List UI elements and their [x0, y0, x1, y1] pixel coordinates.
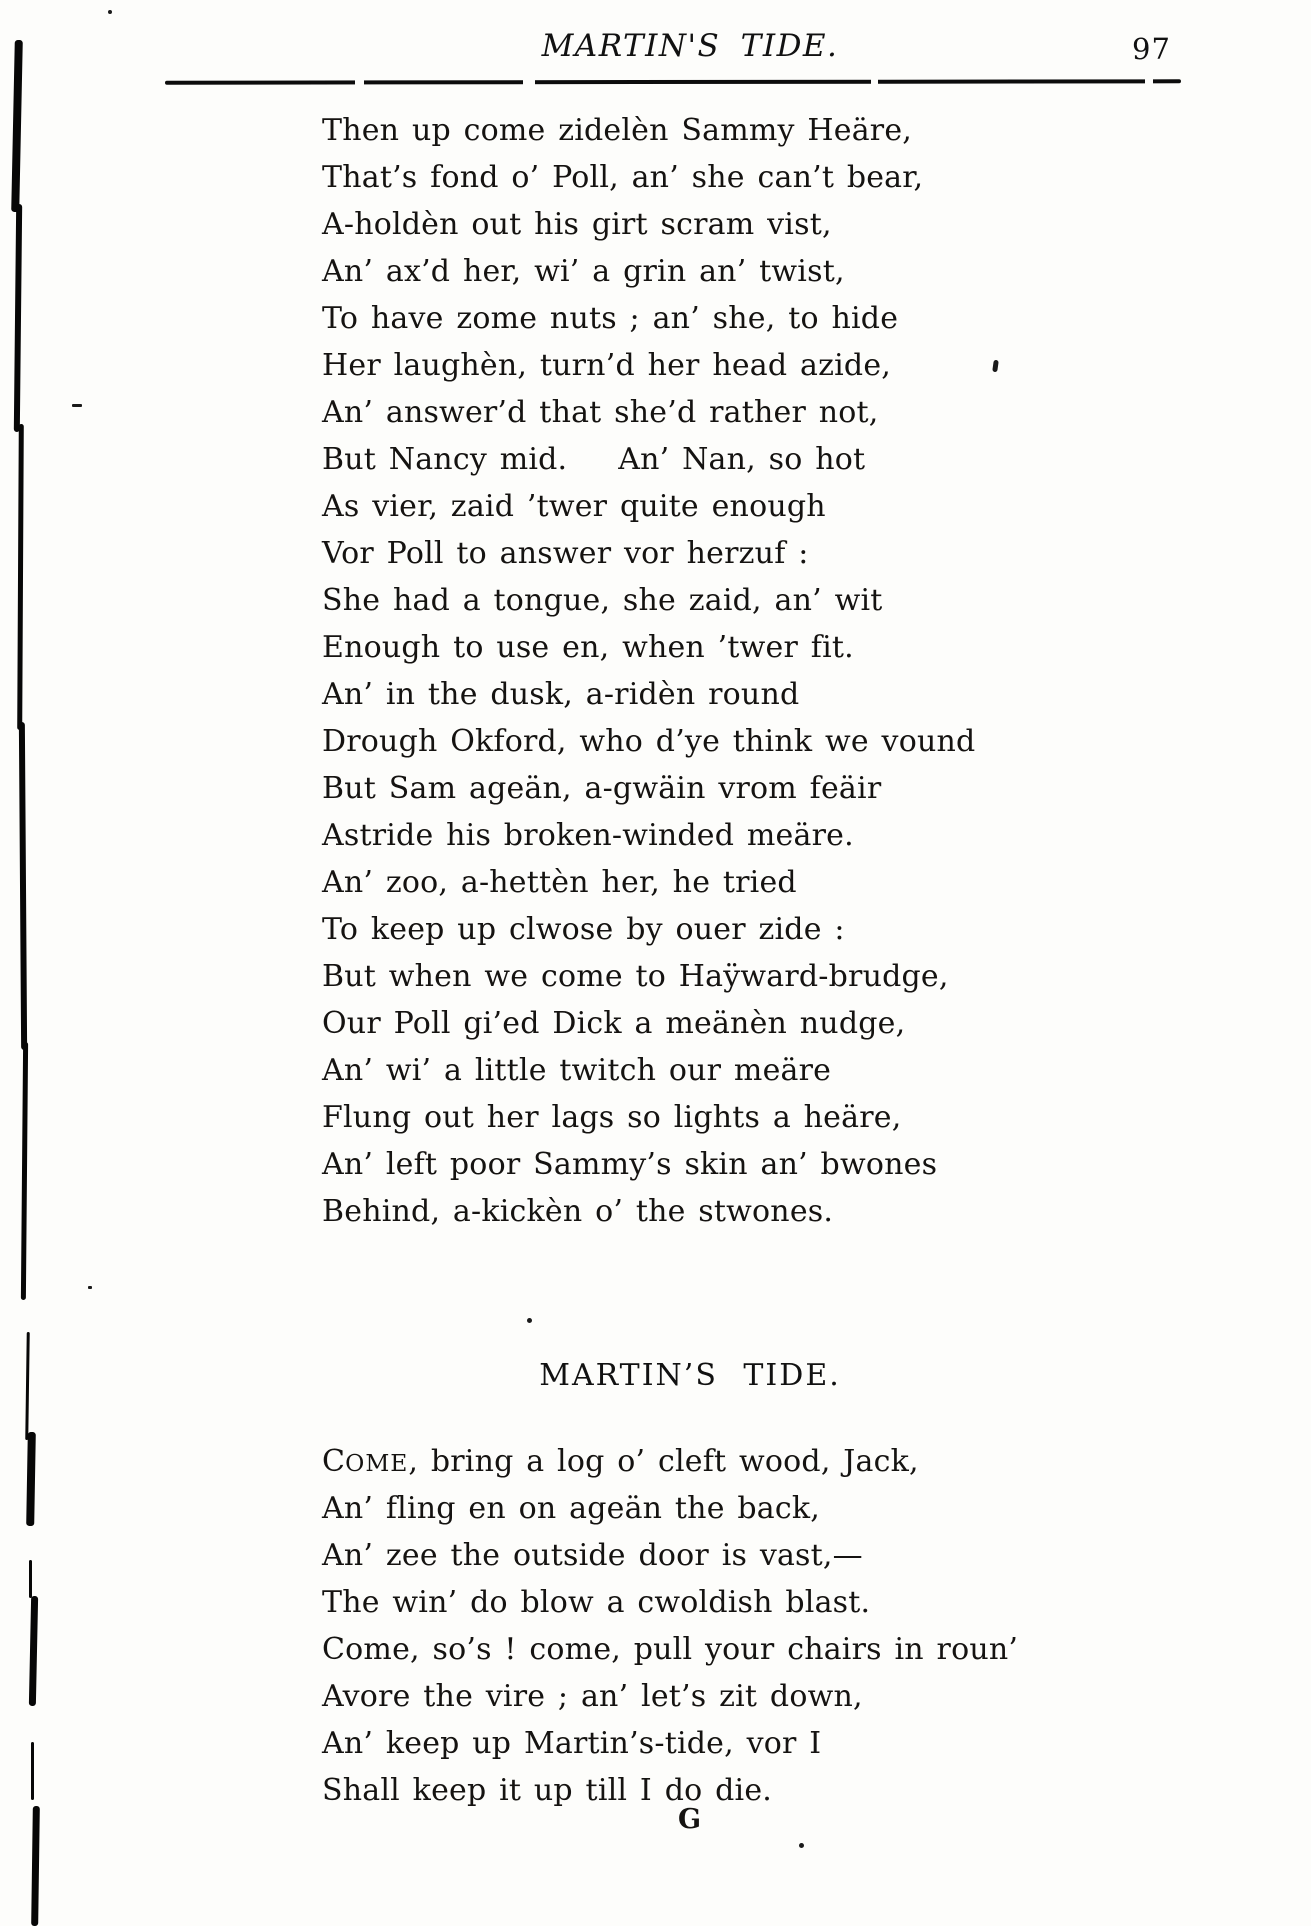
rule-break	[355, 79, 364, 85]
ink-speck	[992, 360, 999, 373]
ink-speck	[108, 10, 112, 14]
poem-line: A-holdèn out his girt scram vist,	[322, 207, 832, 242]
binding-edge-segment	[29, 1596, 38, 1706]
poem-line: Enough to use en, when ’twer fit.	[322, 630, 854, 665]
poem-line: Behind, a-kickèn o’ the stwones.	[322, 1194, 834, 1229]
poem-line: As vier, zaid ’twer quite enough	[322, 489, 826, 524]
running-header-title: MARTIN'S TIDE.	[541, 28, 839, 64]
poem-line: Shall keep it up till I do die.	[322, 1773, 773, 1808]
ink-speck	[88, 1286, 92, 1289]
poem-line: An’ left poor Sammy’s skin an’ bwones	[322, 1147, 938, 1182]
section-heading: MARTIN’S TIDE.	[539, 1358, 841, 1393]
poem-martins-tide-stanza	[322, 1438, 1018, 1814]
page-number: 97	[1132, 32, 1171, 66]
poem-line: That’s fond o’ Poll, an’ she can’t bear,	[322, 160, 924, 195]
poem-line: But when we come to Haÿward-brudge,	[322, 959, 949, 994]
poem-line: COME, bring a log o’ cleft wood, Jack,	[322, 1444, 919, 1479]
poem-line: Her laughèn, turn’d her head azide,	[322, 348, 892, 383]
poem-line: But Nancy mid. An’ Nan, so hot	[322, 442, 866, 477]
poem-line: Drough Okford, who d’ye think we vound	[322, 724, 976, 759]
rule-break	[523, 79, 535, 85]
poem-line: She had a tongue, she zaid, an’ wit	[322, 583, 883, 618]
binding-edge-segment	[17, 424, 24, 730]
poem-line: An’ wi’ a little twitch our meäre	[322, 1053, 832, 1088]
binding-edge-segment	[31, 1742, 34, 1800]
poem-line: An’ keep up Martin’s-tide, vor I	[322, 1726, 822, 1761]
ink-speck	[799, 1843, 804, 1848]
poem-line: Vor Poll to answer vor herzuf :	[322, 536, 809, 571]
rule-break	[1145, 78, 1153, 84]
poem-line: An’ in the dusk, a-ridèn round	[322, 677, 800, 712]
binding-edge-segment	[14, 204, 22, 432]
binding-edge-segment	[31, 1806, 40, 1926]
poem-line: An’ ax’d her, wi’ a grin an’ twist,	[322, 254, 845, 289]
ink-speck	[527, 1318, 532, 1323]
poem-line: But Sam ageän, a-gwäin vrom feäir	[322, 771, 882, 806]
poem-line: Avore the vire ; an’ let’s zit down,	[322, 1679, 863, 1714]
poem-line: An’ zee the outside door is vast,—	[322, 1538, 863, 1573]
binding-edge-segment	[21, 1042, 28, 1300]
poem-line: An’ zoo, a-hettèn her, he tried	[322, 865, 797, 900]
rule-break	[871, 79, 878, 85]
poem-line: Come, so’s ! come, pull your chairs in roun’	[322, 1632, 1019, 1667]
poem-continuation-stanza	[322, 107, 975, 1235]
binding-edge-segment	[19, 722, 27, 1050]
poem-line: The win’ do blow a cwoldish blast.	[322, 1585, 871, 1620]
binding-edge-segment	[25, 1332, 30, 1440]
poem-line: To keep up clwose by ouer zide :	[322, 912, 845, 947]
poem-line: An’ fling en on ageän the back,	[322, 1491, 821, 1526]
printer-signature-mark: G	[677, 1804, 703, 1835]
header-rule	[165, 79, 1181, 84]
ink-speck	[72, 404, 82, 407]
poem-line: Astride his broken-winded meäre.	[322, 818, 854, 853]
poem-line: To have zome nuts ; an’ she, to hide	[322, 301, 899, 336]
poem-line: Our Poll gi’ed Dick a meänèn nudge,	[322, 1006, 906, 1041]
binding-edge-segment	[11, 40, 23, 212]
binding-edge-segment	[29, 1560, 32, 1598]
poem-line: Then up come zidelèn Sammy Heäre,	[322, 113, 913, 148]
poem-line: Flung out her lags so lights a heäre,	[322, 1100, 902, 1135]
poem-line: An’ answer’d that she’d rather not,	[322, 395, 879, 430]
binding-edge-segment	[26, 1432, 36, 1526]
